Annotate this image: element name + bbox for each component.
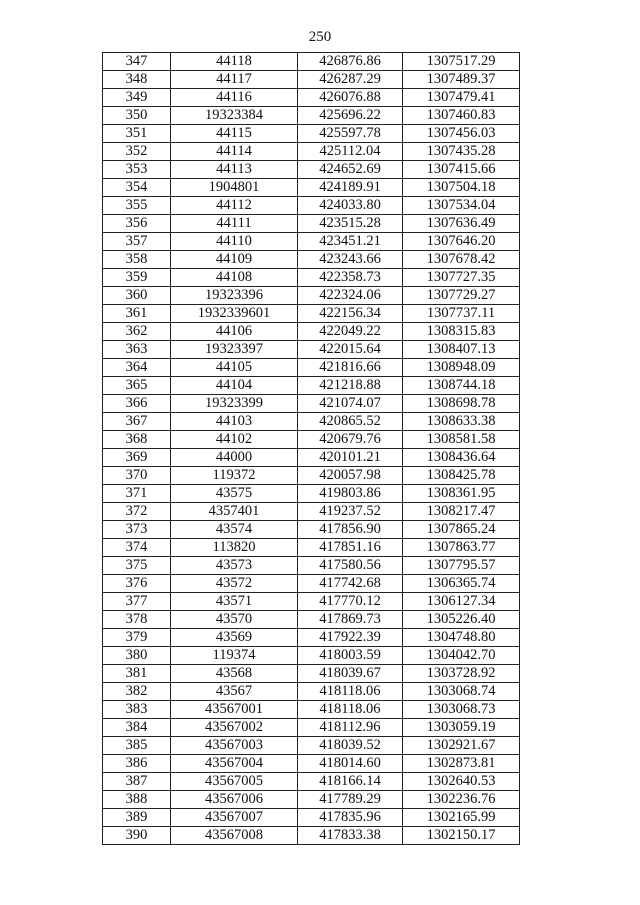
- table-body: [103, 53, 520, 845]
- point-id-cell: 43567004: [171, 755, 298, 773]
- x-coordinate-cell: 425112.04: [298, 143, 403, 161]
- table-row: [103, 755, 520, 773]
- point-id-cell: 43569: [171, 629, 298, 647]
- table-row: [103, 377, 520, 395]
- coordinates-table: [102, 52, 520, 845]
- x-coordinate-cell: 422015.64: [298, 341, 403, 359]
- table-row: [103, 773, 520, 791]
- point-id-cell: 44102: [171, 431, 298, 449]
- point-id-cell: 44117: [171, 71, 298, 89]
- x-coordinate-cell: 418118.06: [298, 683, 403, 701]
- point-id-cell: 119372: [171, 467, 298, 485]
- point-id-cell: 44108: [171, 269, 298, 287]
- table-row: [103, 647, 520, 665]
- y-coordinate-cell: 1305226.40: [403, 611, 520, 629]
- table-row: [103, 809, 520, 827]
- point-id-cell: 43570: [171, 611, 298, 629]
- x-coordinate-cell: 417869.73: [298, 611, 403, 629]
- x-coordinate-cell: 417742.68: [298, 575, 403, 593]
- x-coordinate-cell: 426876.86: [298, 53, 403, 71]
- y-coordinate-cell: 1302921.67: [403, 737, 520, 755]
- row-number-cell: 373: [103, 521, 171, 539]
- table-row: [103, 611, 520, 629]
- table-row: [103, 215, 520, 233]
- point-id-cell: 43567008: [171, 827, 298, 845]
- point-id-cell: 19323397: [171, 341, 298, 359]
- x-coordinate-cell: 418014.60: [298, 755, 403, 773]
- row-number-cell: 372: [103, 503, 171, 521]
- point-id-cell: 43567005: [171, 773, 298, 791]
- x-coordinate-cell: 420865.52: [298, 413, 403, 431]
- row-number-cell: 368: [103, 431, 171, 449]
- row-number-cell: 357: [103, 233, 171, 251]
- table-row: [103, 395, 520, 413]
- table-row: [103, 539, 520, 557]
- y-coordinate-cell: 1307863.77: [403, 539, 520, 557]
- table-row: [103, 413, 520, 431]
- table-row: [103, 341, 520, 359]
- row-number-cell: 366: [103, 395, 171, 413]
- row-number-cell: 367: [103, 413, 171, 431]
- point-id-cell: 44103: [171, 413, 298, 431]
- x-coordinate-cell: 419803.86: [298, 485, 403, 503]
- y-coordinate-cell: 1307678.42: [403, 251, 520, 269]
- x-coordinate-cell: 424652.69: [298, 161, 403, 179]
- y-coordinate-cell: 1304042.70: [403, 647, 520, 665]
- row-number-cell: 354: [103, 179, 171, 197]
- table-row: [103, 593, 520, 611]
- point-id-cell: 44112: [171, 197, 298, 215]
- point-id-cell: 119374: [171, 647, 298, 665]
- y-coordinate-cell: 1307517.29: [403, 53, 520, 71]
- x-coordinate-cell: 426287.29: [298, 71, 403, 89]
- y-coordinate-cell: 1307729.27: [403, 287, 520, 305]
- row-number-cell: 384: [103, 719, 171, 737]
- row-number-cell: 348: [103, 71, 171, 89]
- point-id-cell: 44109: [171, 251, 298, 269]
- y-coordinate-cell: 1307504.18: [403, 179, 520, 197]
- point-id-cell: 19323396: [171, 287, 298, 305]
- point-id-cell: 43574: [171, 521, 298, 539]
- y-coordinate-cell: 1303068.73: [403, 701, 520, 719]
- table-row: [103, 683, 520, 701]
- table-row: [103, 827, 520, 845]
- point-id-cell: 43568: [171, 665, 298, 683]
- row-number-cell: 356: [103, 215, 171, 233]
- table-row: [103, 359, 520, 377]
- row-number-cell: 347: [103, 53, 171, 71]
- row-number-cell: 360: [103, 287, 171, 305]
- y-coordinate-cell: 1307479.41: [403, 89, 520, 107]
- y-coordinate-cell: 1308581.58: [403, 431, 520, 449]
- x-coordinate-cell: 425597.78: [298, 125, 403, 143]
- table-row: [103, 125, 520, 143]
- y-coordinate-cell: 1303059.19: [403, 719, 520, 737]
- table-row: [103, 161, 520, 179]
- x-coordinate-cell: 418118.06: [298, 701, 403, 719]
- x-coordinate-cell: 420679.76: [298, 431, 403, 449]
- row-number-cell: 388: [103, 791, 171, 809]
- table-row: [103, 701, 520, 719]
- y-coordinate-cell: 1308744.18: [403, 377, 520, 395]
- row-number-cell: 383: [103, 701, 171, 719]
- x-coordinate-cell: 417851.16: [298, 539, 403, 557]
- y-coordinate-cell: 1307460.83: [403, 107, 520, 125]
- row-number-cell: 377: [103, 593, 171, 611]
- table-row: [103, 485, 520, 503]
- y-coordinate-cell: 1307646.20: [403, 233, 520, 251]
- table-row: [103, 233, 520, 251]
- point-id-cell: 44000: [171, 449, 298, 467]
- x-coordinate-cell: 424189.91: [298, 179, 403, 197]
- row-number-cell: 364: [103, 359, 171, 377]
- table-row: [103, 467, 520, 485]
- y-coordinate-cell: 1302165.99: [403, 809, 520, 827]
- x-coordinate-cell: 417789.29: [298, 791, 403, 809]
- point-id-cell: 44116: [171, 89, 298, 107]
- row-number-cell: 385: [103, 737, 171, 755]
- row-number-cell: 359: [103, 269, 171, 287]
- y-coordinate-cell: 1303728.92: [403, 665, 520, 683]
- x-coordinate-cell: 418112.96: [298, 719, 403, 737]
- x-coordinate-cell: 422156.34: [298, 305, 403, 323]
- y-coordinate-cell: 1307795.57: [403, 557, 520, 575]
- point-id-cell: 43567001: [171, 701, 298, 719]
- table-row: [103, 449, 520, 467]
- table-row: [103, 89, 520, 107]
- row-number-cell: 379: [103, 629, 171, 647]
- point-id-cell: 43571: [171, 593, 298, 611]
- y-coordinate-cell: 1307456.03: [403, 125, 520, 143]
- y-coordinate-cell: 1308361.95: [403, 485, 520, 503]
- table-row: [103, 197, 520, 215]
- row-number-cell: 350: [103, 107, 171, 125]
- y-coordinate-cell: 1302873.81: [403, 755, 520, 773]
- point-id-cell: 43573: [171, 557, 298, 575]
- y-coordinate-cell: 1308315.83: [403, 323, 520, 341]
- table-row: [103, 521, 520, 539]
- table-row: [103, 575, 520, 593]
- x-coordinate-cell: 418166.14: [298, 773, 403, 791]
- point-id-cell: 44114: [171, 143, 298, 161]
- point-id-cell: 19323384: [171, 107, 298, 125]
- row-number-cell: 381: [103, 665, 171, 683]
- point-id-cell: 44113: [171, 161, 298, 179]
- x-coordinate-cell: 425696.22: [298, 107, 403, 125]
- page-number: 250: [308, 29, 332, 45]
- table-row: [103, 287, 520, 305]
- x-coordinate-cell: 426076.88: [298, 89, 403, 107]
- y-coordinate-cell: 1307489.37: [403, 71, 520, 89]
- table-row: [103, 323, 520, 341]
- row-number-cell: 369: [103, 449, 171, 467]
- x-coordinate-cell: 417580.56: [298, 557, 403, 575]
- x-coordinate-cell: 418039.52: [298, 737, 403, 755]
- x-coordinate-cell: 423243.66: [298, 251, 403, 269]
- y-coordinate-cell: 1307737.11: [403, 305, 520, 323]
- point-id-cell: 43575: [171, 485, 298, 503]
- row-number-cell: 389: [103, 809, 171, 827]
- row-number-cell: 375: [103, 557, 171, 575]
- x-coordinate-cell: 422324.06: [298, 287, 403, 305]
- table-row: [103, 665, 520, 683]
- y-coordinate-cell: 1308407.13: [403, 341, 520, 359]
- row-number-cell: 349: [103, 89, 171, 107]
- table-row: [103, 791, 520, 809]
- row-number-cell: 358: [103, 251, 171, 269]
- y-coordinate-cell: 1307727.35: [403, 269, 520, 287]
- point-id-cell: 43567: [171, 683, 298, 701]
- point-id-cell: 44115: [171, 125, 298, 143]
- y-coordinate-cell: 1306127.34: [403, 593, 520, 611]
- point-id-cell: 4357401: [171, 503, 298, 521]
- table-row: [103, 71, 520, 89]
- coordinates-table-container: [102, 52, 519, 845]
- point-id-cell: 44104: [171, 377, 298, 395]
- y-coordinate-cell: 1307636.49: [403, 215, 520, 233]
- row-number-cell: 386: [103, 755, 171, 773]
- point-id-cell: 44106: [171, 323, 298, 341]
- table-row: [103, 557, 520, 575]
- x-coordinate-cell: 418039.67: [298, 665, 403, 683]
- x-coordinate-cell: 417833.38: [298, 827, 403, 845]
- point-id-cell: 43567007: [171, 809, 298, 827]
- row-number-cell: 370: [103, 467, 171, 485]
- x-coordinate-cell: 423451.21: [298, 233, 403, 251]
- row-number-cell: 362: [103, 323, 171, 341]
- x-coordinate-cell: 418003.59: [298, 647, 403, 665]
- y-coordinate-cell: 1303068.74: [403, 683, 520, 701]
- table-row: [103, 269, 520, 287]
- point-id-cell: 44105: [171, 359, 298, 377]
- y-coordinate-cell: 1307534.04: [403, 197, 520, 215]
- y-coordinate-cell: 1302640.53: [403, 773, 520, 791]
- row-number-cell: 352: [103, 143, 171, 161]
- row-number-cell: 378: [103, 611, 171, 629]
- table-row: [103, 737, 520, 755]
- y-coordinate-cell: 1308633.38: [403, 413, 520, 431]
- x-coordinate-cell: 424033.80: [298, 197, 403, 215]
- table-row: [103, 53, 520, 71]
- row-number-cell: 363: [103, 341, 171, 359]
- x-coordinate-cell: 423515.28: [298, 215, 403, 233]
- x-coordinate-cell: 417922.39: [298, 629, 403, 647]
- table-row: [103, 305, 520, 323]
- x-coordinate-cell: 417856.90: [298, 521, 403, 539]
- row-number-cell: 390: [103, 827, 171, 845]
- y-coordinate-cell: 1306365.74: [403, 575, 520, 593]
- x-coordinate-cell: 417770.12: [298, 593, 403, 611]
- x-coordinate-cell: 421074.07: [298, 395, 403, 413]
- y-coordinate-cell: 1302150.17: [403, 827, 520, 845]
- x-coordinate-cell: 419237.52: [298, 503, 403, 521]
- row-number-cell: 361: [103, 305, 171, 323]
- table-row: [103, 251, 520, 269]
- table-row: [103, 503, 520, 521]
- y-coordinate-cell: 1308436.64: [403, 449, 520, 467]
- row-number-cell: 376: [103, 575, 171, 593]
- y-coordinate-cell: 1308425.78: [403, 467, 520, 485]
- point-id-cell: 43567002: [171, 719, 298, 737]
- row-number-cell: 353: [103, 161, 171, 179]
- x-coordinate-cell: 422049.22: [298, 323, 403, 341]
- point-id-cell: 44110: [171, 233, 298, 251]
- point-id-cell: 1904801: [171, 179, 298, 197]
- y-coordinate-cell: 1307435.28: [403, 143, 520, 161]
- point-id-cell: 44118: [171, 53, 298, 71]
- y-coordinate-cell: 1302236.76: [403, 791, 520, 809]
- x-coordinate-cell: 420101.21: [298, 449, 403, 467]
- table-row: [103, 107, 520, 125]
- table-row: [103, 629, 520, 647]
- point-id-cell: 43567006: [171, 791, 298, 809]
- table-row: [103, 143, 520, 161]
- table-row: [103, 719, 520, 737]
- row-number-cell: 387: [103, 773, 171, 791]
- x-coordinate-cell: 422358.73: [298, 269, 403, 287]
- y-coordinate-cell: 1308948.09: [403, 359, 520, 377]
- row-number-cell: 382: [103, 683, 171, 701]
- table-row: [103, 179, 520, 197]
- x-coordinate-cell: 421218.88: [298, 377, 403, 395]
- y-coordinate-cell: 1304748.80: [403, 629, 520, 647]
- y-coordinate-cell: 1307865.24: [403, 521, 520, 539]
- y-coordinate-cell: 1307415.66: [403, 161, 520, 179]
- x-coordinate-cell: 417835.96: [298, 809, 403, 827]
- point-id-cell: 43572: [171, 575, 298, 593]
- point-id-cell: 44111: [171, 215, 298, 233]
- row-number-cell: 355: [103, 197, 171, 215]
- point-id-cell: 113820: [171, 539, 298, 557]
- y-coordinate-cell: 1308698.78: [403, 395, 520, 413]
- row-number-cell: 371: [103, 485, 171, 503]
- point-id-cell: 1932339601: [171, 305, 298, 323]
- row-number-cell: 374: [103, 539, 171, 557]
- row-number-cell: 365: [103, 377, 171, 395]
- x-coordinate-cell: 420057.98: [298, 467, 403, 485]
- point-id-cell: 19323399: [171, 395, 298, 413]
- point-id-cell: 43567003: [171, 737, 298, 755]
- y-coordinate-cell: 1308217.47: [403, 503, 520, 521]
- row-number-cell: 380: [103, 647, 171, 665]
- x-coordinate-cell: 421816.66: [298, 359, 403, 377]
- table-row: [103, 431, 520, 449]
- row-number-cell: 351: [103, 125, 171, 143]
